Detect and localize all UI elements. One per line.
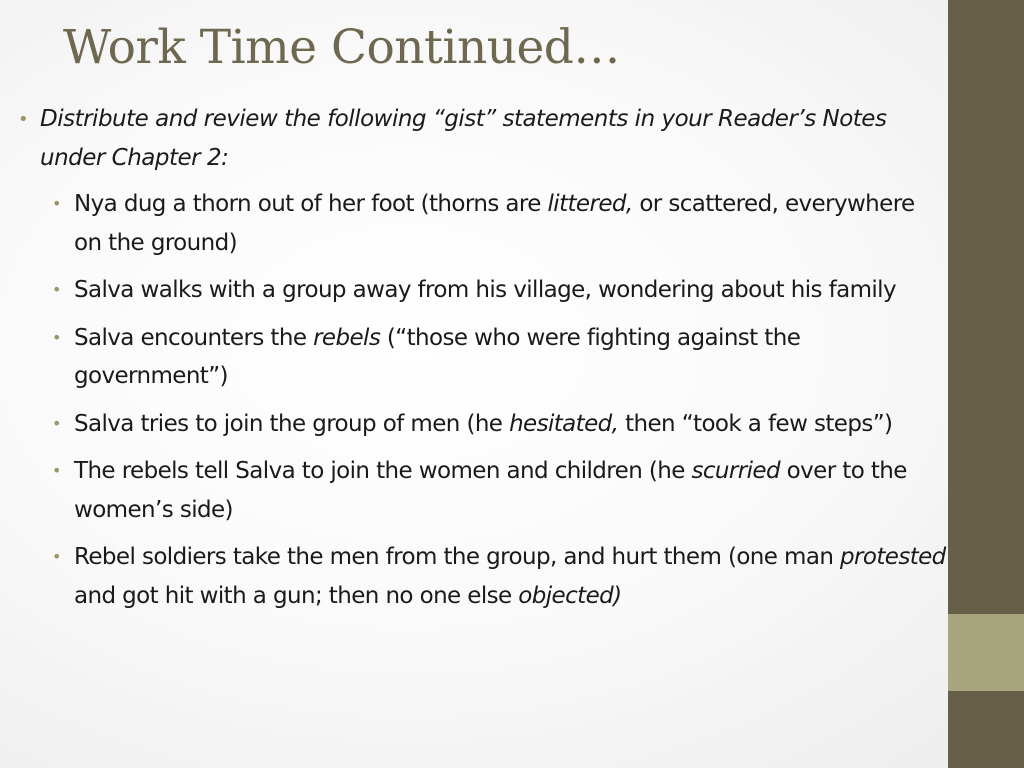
- gist-text: or scattered, everywhere on the ground): [74, 191, 915, 256]
- decorative-sidebar: [948, 0, 1024, 768]
- bullet-icon: •: [18, 109, 29, 130]
- gist-text: then “took a few steps”): [618, 410, 893, 437]
- gist-item: [52, 319, 948, 396]
- gist-item: [52, 452, 948, 529]
- gist-text: Nya dug a thorn out of her foot (thorns are: [74, 191, 548, 217]
- vocab-word: objected): [518, 582, 622, 609]
- gist-text: Rebel soldiers take the men from the group, and hurt them (one man: [74, 544, 841, 570]
- vocab-word: littered,: [547, 191, 633, 217]
- bullet-icon: •: [52, 280, 61, 299]
- bullet-icon: •: [52, 413, 61, 433]
- bullet-icon: •: [52, 327, 61, 347]
- bullet-icon: •: [52, 194, 61, 213]
- gist-item: [52, 405, 948, 444]
- gist-text: Salva tries to join the group of men (he: [74, 410, 510, 437]
- slide-content: [18, 100, 946, 624]
- vocab-word: protested: [840, 544, 946, 570]
- gist-item: [52, 538, 948, 615]
- gist-text: Salva encounters the: [74, 324, 314, 351]
- bullet-icon: •: [52, 547, 61, 566]
- bullet-icon: •: [52, 461, 61, 480]
- gist-text: (“those who were fighting against the government”): [74, 324, 801, 389]
- main-bullet-text: Distribute and review the following “gist” statements in your Reader’s Notes under Chapter 2:: [40, 106, 887, 171]
- gist-item: [52, 271, 948, 310]
- sidebar-accent-block: [948, 614, 1024, 691]
- vocab-word: hesitated,: [509, 410, 619, 437]
- gist-text: and got hit with a gun; then no one else: [74, 582, 519, 609]
- gist-item: [52, 185, 948, 262]
- vocab-word: rebels: [313, 324, 381, 351]
- slide-title: Work Time Continued…: [63, 20, 620, 75]
- gist-text: Salva walks with a group away from his village, wondering about his family: [74, 277, 896, 303]
- vocab-word: scurried: [691, 458, 780, 484]
- gist-list: [52, 185, 946, 615]
- gist-text: The rebels tell Salva to join the women and children (he: [74, 458, 692, 484]
- gist-text: over to the women’s side): [74, 458, 907, 523]
- main-bullet: [18, 100, 920, 178]
